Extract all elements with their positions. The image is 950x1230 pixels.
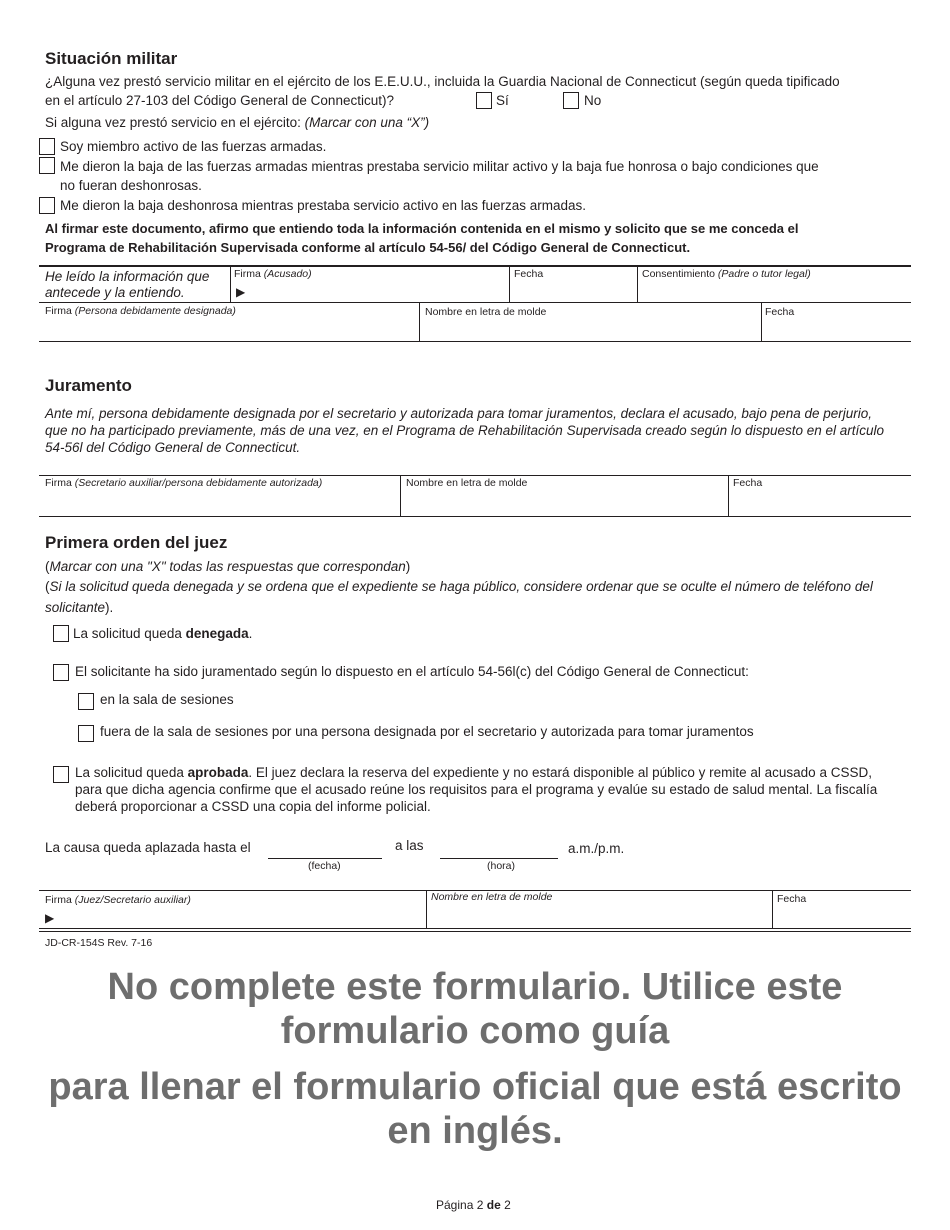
divider [400,475,401,516]
approved-text: La solicitud queda [75,765,188,780]
table-rule [39,475,911,476]
section-title-oath: Juramento [45,376,132,395]
read-statement-line2: antecede y la entiendo. [45,285,185,300]
form-id: JD-CR-154S Rev. 7-16 [45,937,153,949]
accused-signature-field[interactable] [234,268,312,281]
denied-label: La solicitud queda denegada. [73,626,253,641]
oath-line3: 54-56l del Código General de Connecticut. [45,440,301,455]
denied-checkbox[interactable] [53,625,69,642]
continued-date-input[interactable] [268,858,382,859]
active-member-checkbox[interactable] [39,138,55,155]
sworn-outside-checkbox[interactable] [78,725,94,742]
sworn-label: El solicitante ha sido juramentado según lo dispuesto en el artículo 54-56l(c) del Código General de Connecticut: [75,664,749,679]
date-field[interactable]: Fecha [777,893,807,905]
read-statement-line1: He leído la información que [45,269,210,284]
honorable-discharge-label: Me dieron la baja de las fuerzas armadas mientras prestaba servicio militar activo y la baja fue honrosa o bajo condiciones que [60,159,819,174]
firma-label: Firma [45,894,72,906]
designee-signature-field[interactable] [45,305,236,318]
divider [637,266,638,302]
page-total: 2 [504,1198,511,1212]
divider [509,266,510,302]
oath-line2: que no ha participado previamente, más de una vez, en el Programa de Rehabilitación Supervisada creado según lo dispuesto en el artículo [45,423,885,438]
printed-name-field[interactable] [431,891,552,904]
question-line2: en el artículo 27-103 del Código General de Connecticut)? [45,93,394,108]
yes-checkbox[interactable] [476,92,492,109]
sworn-outside-label: fuera de la sala de sesiones por una persona designada por el secretario y autorizada para tomar juramentos [100,724,754,739]
order-note1: (Marcar con una "X" todas las respuestas que correspondan) [45,559,411,574]
denied-bold: denegada [185,626,249,641]
instruction-text: Si alguna vez prestó servicio en el ejército: [45,115,305,130]
table-rule [39,928,911,929]
continued-time-input[interactable] [440,858,558,859]
watermark-line1: No complete este formulario. Utilice este formulario como guía [107,966,843,1052]
date-field[interactable]: Fecha [514,268,544,280]
no-label: No [584,93,602,108]
continued-label: La causa queda aplazada hasta el [45,840,251,855]
sworn-in-court-checkbox[interactable] [78,693,94,710]
sworn-in-court-label: en la sala de sesiones [100,692,234,707]
approved-line1 [75,765,872,781]
date-caption: (fecha) [308,860,341,872]
honorable-discharge-label-cont: no fueran deshonrosas. [60,178,202,193]
note2-text: Si la solicitud queda denegada y se ordena que el expediente se haga público, considere ordenar que se oculte el número de teléfono del [49,579,873,594]
divider [426,890,427,928]
page-word: Página [436,1198,474,1212]
table-rule [39,341,911,342]
date-field[interactable]: Fecha [733,477,763,489]
arrow-icon: ▶ [236,285,246,299]
firma-role: (Acusado) [263,268,312,280]
approved-text-rest: . El juez declara la reserva del expediente y no estará disponible al público y remite al acusado a CSSD, [248,765,872,780]
nombre-label: Nombre en letra de molde [431,891,553,903]
no-checkbox[interactable] [563,92,579,109]
denied-text: La solicitud queda [73,626,186,641]
approved-bold: aprobada [187,765,249,780]
at-label: a las [395,838,424,853]
firma-label: Firma [234,268,261,280]
firma-label: Firma [45,477,72,489]
table-rule [39,516,911,517]
divider [761,302,762,341]
arrow-icon: ▶ [45,911,55,925]
time-caption: (hora) [487,860,516,872]
affirmation-line2: Programa de Rehabilitación Supervisada conforme al artículo 54-56/ del Código General de Connecticut. [45,240,691,255]
firma-label: Firma [45,305,72,317]
question-line1: ¿Alguna vez prestó servicio militar en el ejército de los E.E.U.U., incluida la Guardia Nacional de Connecticut (según queda tipificado [45,74,840,89]
printed-name-field[interactable]: Nombre en letra de molde [425,306,547,318]
note2-text-cont: solicitante [45,600,106,615]
of-word: de [486,1198,501,1212]
approved-line3: deberá proporcionar a CSSD una copia del informe policial. [75,799,431,814]
consent-label: Consentimiento [642,268,715,280]
dishonorable-discharge-checkbox[interactable] [39,197,55,214]
judge-signature-field[interactable] [45,894,191,907]
clerk-signature-field[interactable] [45,477,322,490]
divider [728,475,729,516]
active-member-label: Soy miembro activo de las fuerzas armadas. [60,139,327,154]
ampm-label: a.m./p.m. [568,841,625,856]
order-note2-cont: solicitante). [45,600,114,615]
firma-role: (Secretario auxiliar/persona debidamente autorizada) [74,477,323,489]
approved-checkbox[interactable] [53,766,69,783]
printed-name-field[interactable]: Nombre en letra de molde [406,477,528,489]
sworn-checkbox[interactable] [53,664,69,681]
section-title-order: Primera orden del juez [45,533,228,552]
military-instruction [45,115,429,131]
page-num: 2 [476,1198,484,1212]
table-rule [39,265,911,267]
yes-label: Sí [496,93,509,108]
divider [772,890,773,928]
military-question [45,74,840,90]
oath-line1: Ante mí, persona debidamente designada por el secretario y autorizada para tomar juramentos, declara el acusado, bajo pena de perjurio, [45,406,873,421]
dishonorable-discharge-label: Me dieron la baja deshonrosa mientras prestaba servicio activo en las fuerzas armadas. [60,198,587,213]
note1-text: Marcar con una "X" todas las respuestas que correspondan [49,559,406,574]
consent-signature-field[interactable] [642,268,811,281]
order-note2: (Si la solicitud queda denegada y se ordena que el expediente se haga público, considere ordenar que se oculte el número de teléfono del [45,579,873,594]
section-title-military: Situación militar [45,49,178,68]
divider [419,302,420,341]
honorable-discharge-checkbox[interactable] [39,157,55,174]
table-rule [39,931,911,932]
instruction-italic: (Marcar con una “X”) [304,115,430,130]
page-number [436,1197,511,1213]
table-rule [39,302,911,303]
watermark-line2: para llenar el formulario oficial que está escrito en inglés. [48,1066,902,1152]
approved-line2: para que dicha agencia confirme que el acusado reúne los requisitos para el programa y evalúe su estado de salud mental. La fiscalía [75,782,878,797]
firma-role: (Persona debidamente designada) [74,305,236,317]
divider [230,266,231,302]
affirmation-line1: Al firmar este documento, afirmo que entiendo toda la información contenida en el mismo y solicito que se me conceda el [45,221,799,236]
consent-role: (Padre o tutor legal) [717,268,811,280]
date-field-2[interactable]: Fecha [765,306,795,318]
firma-role: (Juez/Secretario auxiliar) [74,894,191,906]
